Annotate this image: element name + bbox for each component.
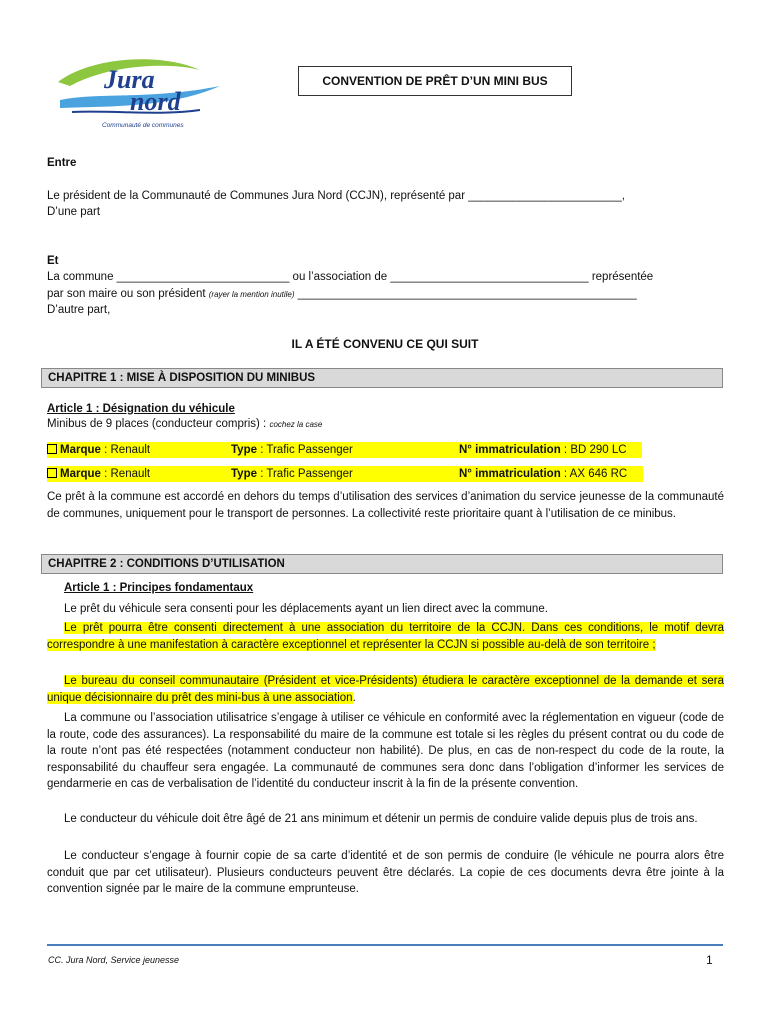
jura-nord-logo — [50, 52, 240, 132]
footer-text: CC. Jura Nord, Service jeunesse — [48, 955, 180, 965]
article-1-title: Article 1 : Désignation du véhicule — [47, 403, 235, 415]
et-label: Et — [47, 255, 59, 267]
article-2-title: Article 1 : Principes fondamentaux — [64, 582, 254, 594]
immat-value: : BD 290 LC — [560, 444, 627, 456]
immat-label: N° immatriculation — [459, 468, 561, 480]
cochez-note: cochez la case — [269, 420, 323, 429]
president-line: Le président de la Communauté de Communes Jura Nord (CCJN), représenté par ________________________, — [47, 190, 625, 202]
document-title: CONVENTION DE PRÊT D’UN MINI BUS — [298, 66, 572, 96]
page-number: 1 — [706, 953, 713, 967]
vehicle-row-1 — [47, 442, 642, 458]
entre-label: Entre — [47, 157, 77, 169]
maire-line-blank: _____________________________________________________ — [294, 288, 637, 300]
paragraph-5: Le conducteur du véhicule doit être âgé de 21 ans minimum et détenir un permis de conduire valide depuis plus de trois ans. — [64, 813, 698, 825]
chapter-1-heading: CHAPITRE 1 : MISE À DISPOSITION DU MINIBUS — [41, 368, 723, 388]
logo-text-line1: Jura — [104, 65, 155, 94]
paragraph-2 — [47, 620, 724, 653]
une-part-line: D’une part — [47, 206, 101, 218]
paragraph-2-text: Le prêt pourra être consenti directement à une association du territoire de la CCJN. Dans ces conditions, le motif devra correspondre à une manifestation à caractère exceptionnel et représenter la CCJN si possible au-delà de son territoire ; — [47, 622, 724, 651]
maire-line-text: par son maire ou son président — [47, 288, 209, 300]
marque-label: Marque — [60, 468, 101, 480]
logo-tagline: Communauté de communes — [102, 122, 184, 129]
convenu-heading: IL A ÉTÉ CONVENU CE QUI SUIT — [291, 337, 479, 351]
autre-part-line: D’autre part, — [47, 304, 111, 316]
paragraph-3-text: Le bureau du conseil communautaire (Président et vice-Présidents) étudiera le caractère exceptionnel de la demande et sera unique décisionnaire du prêt des mini-bus à une association — [47, 675, 724, 704]
logo-text-line2: nord — [130, 87, 181, 116]
maire-line — [47, 288, 637, 300]
pret-paragraph: Ce prêt à la commune est accordé en dehors du temps d’utilisation des services d’animation du service jeunesse de la communauté de communes, uniquement pour le transport de personnes. La collectivité reste prioritaire quant à l’utilisation de ce minibus. — [47, 491, 724, 520]
immat-value: : AX 646 RC — [560, 468, 628, 480]
vehicle-row-2 — [47, 466, 643, 482]
chapter-2-heading: CHAPITRE 2 : CONDITIONS D’UTILISATION — [41, 554, 723, 574]
vehicle-1-checkbox[interactable] — [47, 444, 57, 454]
type-value: : Trafic Passenger — [257, 468, 353, 480]
immat-label: N° immatriculation — [459, 444, 561, 456]
minibus-text: Minibus de 9 places (conducteur compris) : — [47, 418, 270, 430]
type-label: Type — [231, 468, 257, 480]
paragraph-3 — [47, 673, 724, 706]
type-label: Type — [231, 444, 257, 456]
paragraph-1: Le prêt du véhicule sera consenti pour les déplacements ayant un lien direct avec la commune. — [64, 603, 548, 615]
minibus-line — [47, 418, 322, 430]
maire-note: (rayer la mention inutile) — [208, 290, 295, 299]
type-value: : Trafic Passenger — [257, 444, 353, 456]
commune-line: La commune ___________________________ ou l’association de _______________________________ représentée — [47, 271, 654, 283]
vehicle-2-checkbox[interactable] — [47, 468, 57, 478]
paragraph-3-end: . — [352, 691, 356, 704]
marque-value: : Renault — [100, 468, 151, 480]
footer-rule — [47, 944, 723, 946]
paragraph-4: La commune ou l’association utilisatrice s’engage à utiliser ce véhicule en conformité avec la réglementation en vigueur (code de la route, code des assurances). La responsabilité du maire de la commune est totale si les règles du présent contrat ou du code de la route n’ont pas été respectées (notamment conducteur non habilité). De plus, en cas de non-respect du code de la route, la responsabilité du chauffeur sera engagée. La communauté de communes sera donc dans l’obligation d’informer les services de gendarmerie en cas de verbalisation de l’identité du conducteur inscrit à la fin de la présente convention. — [47, 712, 724, 790]
marque-label: Marque — [60, 444, 101, 456]
paragraph-6: Le conducteur s’engage à fournir copie de sa carte d’identité et de son permis de conduire (le véhicule ne pourra alors être conduit que par cet utilisateur). Plusieurs conducteurs peuvent être déclarés. La copie de ces documents devra être jointe à la convention signée par le maire de la commune emprunteuse. — [47, 850, 724, 895]
marque-value: : Renault — [100, 444, 151, 456]
